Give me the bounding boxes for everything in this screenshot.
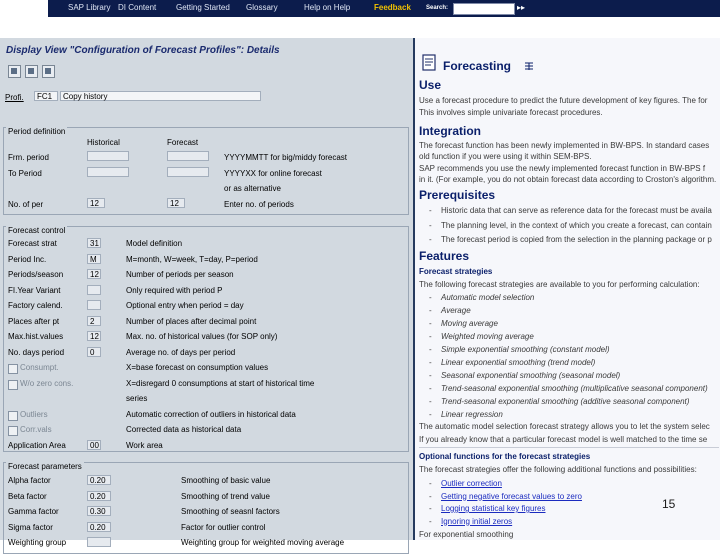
top-navigation-bar	[48, 0, 720, 17]
strategy-item: Moving average	[441, 319, 498, 328]
optional-functions-intro: The forecast strategies offer the following additional functions and possibilities:	[419, 465, 697, 474]
control-label: No. days period	[8, 347, 65, 357]
nav-link-getting-started[interactable]: Getting Started	[176, 3, 230, 12]
features-heading: Features	[419, 249, 470, 263]
features-text: The automatic model selection forecast strategy allows you to let the system selec	[419, 422, 710, 431]
control-field[interactable]: 12	[87, 269, 101, 279]
parameter-description: Smoothing of trend value	[181, 491, 270, 501]
bullet-dash: -	[429, 358, 432, 367]
control-label: Places after pt	[8, 316, 60, 326]
control-field[interactable]: 00	[87, 440, 101, 450]
profile-description-field[interactable]: Copy history	[60, 91, 261, 101]
alternative-hint: or as alternative	[224, 184, 281, 193]
control-label: Corr.vals	[20, 425, 52, 434]
parameter-description: Smoothing of basic value	[181, 476, 271, 485]
control-label: Forecast strat	[8, 239, 57, 248]
bullet-dash: -	[429, 306, 432, 315]
optional-function-link[interactable]: Ignoring initial zeros	[441, 516, 513, 526]
integration-text: old function if you were using it within SEM-BPS.	[419, 152, 592, 161]
bullet-dash: -	[429, 332, 432, 341]
forecast-strategies-subheading: Forecast strategies	[419, 267, 493, 276]
bullet-dash: -	[429, 345, 432, 354]
control-description: Average no. of days per period	[126, 347, 236, 357]
control-description: X=base forecast on consumption values	[126, 363, 269, 372]
control-field[interactable]: 0	[87, 347, 101, 357]
forecast-parameters-group	[3, 462, 409, 554]
control-description: Only required with period P	[126, 285, 223, 295]
toolbar-details-icon[interactable]	[42, 65, 55, 78]
control-description: Max. no. of historical values (for SOP only)	[126, 332, 278, 341]
control-label: Consumpt.	[20, 363, 59, 372]
slide-number: 15	[662, 497, 676, 511]
integration-text: SAP recommends you use the newly implemented forecast function in BW-BPS f	[419, 164, 706, 173]
control-field[interactable]: 2	[87, 316, 101, 326]
search-input[interactable]	[453, 3, 515, 15]
column-header-forecast: Forecast	[167, 138, 199, 147]
control-label: Periods/season	[8, 270, 64, 279]
control-field[interactable]	[87, 285, 101, 295]
bullet-dash: -	[429, 221, 432, 230]
bullet-dash: -	[429, 293, 432, 302]
strategy-item: Average	[441, 306, 471, 315]
from-period-forecast-field[interactable]	[167, 151, 209, 161]
parameter-label: Sigma factor	[8, 522, 53, 532]
help-page-title: Forecasting	[443, 59, 512, 73]
to-period-historical-field[interactable]	[87, 167, 129, 177]
help-documentation-panel	[415, 38, 720, 540]
parameter-field[interactable]: 0.20	[87, 522, 111, 532]
checkbox-8[interactable]	[8, 364, 18, 374]
group-title: Period definition	[8, 127, 66, 136]
control-description: Number of periods per season	[126, 270, 234, 279]
parameter-field[interactable]	[87, 537, 111, 547]
strategy-item: Automatic model selection	[441, 293, 535, 302]
control-field[interactable]	[87, 300, 101, 310]
periods-historical-field[interactable]: 12	[87, 198, 105, 208]
bullet-dash: -	[429, 479, 432, 488]
profile-label: Profi.	[5, 93, 24, 102]
prerequisite-item: The planning level, in the context of which you create a forecast, can contain	[441, 221, 712, 230]
control-label: Outliers	[20, 409, 48, 419]
integration-text: in it. (For example, you do not obtain forecast data according to Croston's algorithm.	[419, 175, 717, 184]
profile-id-field[interactable]: FC1	[34, 91, 58, 101]
from-period-hint: YYYYMMTT for big/middy forecast	[224, 153, 347, 162]
strategy-item: Weighted moving average	[441, 332, 534, 341]
parameter-field[interactable]: 0.30	[87, 506, 111, 516]
group-title: Forecast parameters	[8, 462, 82, 471]
strategy-item: Simple exponential smoothing (constant model)	[441, 345, 610, 354]
integration-heading: Integration	[419, 124, 481, 138]
control-description: Automatic correction of outliers in historical data	[126, 409, 296, 419]
control-description: Model definition	[126, 239, 183, 248]
control-label: W/o zero cons.	[20, 378, 74, 388]
strategies-intro: The following forecast strategies are available to you for performing calculation:	[419, 280, 700, 289]
nav-link-help-on-help[interactable]: Help on Help	[304, 3, 351, 12]
bullet-dash: -	[429, 371, 432, 380]
group-title: Forecast control	[8, 226, 66, 235]
parameter-label: Weighting group	[8, 538, 67, 547]
from-period-label: Frm. period	[8, 153, 49, 162]
parameter-field[interactable]: 0.20	[87, 491, 111, 501]
use-text: This involves simple univariate forecast procedures.	[419, 108, 603, 117]
screen-title: Display View "Configuration of Forecast Profiles": Details	[6, 45, 280, 56]
parameter-description: Factor for outlier control	[181, 522, 266, 532]
prerequisite-item: Historic data that can serve as reference data for the forecast must be availa	[441, 206, 712, 215]
bullet-dash: -	[429, 410, 432, 419]
bullet-dash: -	[429, 516, 432, 526]
control-label: Max.hist.values	[8, 332, 64, 341]
bullet-dash: -	[429, 397, 432, 406]
parameter-label: Beta factor	[8, 491, 47, 501]
nav-link-sap-library[interactable]: SAP Library	[68, 3, 111, 12]
section-divider	[419, 447, 719, 448]
parameter-field[interactable]: 0.20	[87, 475, 111, 485]
search-go-icon[interactable]: ▸▸	[516, 3, 526, 12]
checkbox-11[interactable]	[8, 411, 18, 421]
use-text: Use a forecast procedure to predict the future development of key figures. The for	[419, 96, 708, 105]
periods-forecast-field[interactable]: 12	[167, 198, 185, 208]
optional-functions-subheading: Optional functions for the forecast strategies	[419, 452, 591, 461]
to-period-forecast-field[interactable]	[167, 167, 209, 177]
control-label: Factory calend.	[8, 301, 63, 310]
period-definition-group	[3, 127, 409, 215]
toolbar-display-icon[interactable]	[8, 65, 21, 78]
bullet-dash: -	[429, 384, 432, 393]
features-text: If you already know that a particular forecast model is well matched to the time se	[419, 435, 708, 444]
nav-link-glossary[interactable]: Glossary	[246, 3, 278, 12]
nav-link-feedback[interactable]: Feedback	[374, 3, 411, 12]
control-description: Optional entry when period = day	[126, 301, 244, 310]
control-label: Application Area	[8, 440, 66, 450]
integration-text: The forecast function has been newly implemented in BW-BPS. In standard cases	[419, 141, 710, 150]
control-description: X=disregard 0 consumptions at start of historical time	[126, 378, 315, 388]
forecast-control-group	[3, 226, 409, 452]
checkbox-9[interactable]	[8, 380, 18, 390]
optional-function-link[interactable]: Logging statistical key figures	[441, 504, 546, 513]
to-period-label: To Period	[8, 169, 42, 178]
control-description: Corrected data as historical data	[126, 425, 242, 434]
control-label: FI.Year Variant	[8, 285, 61, 295]
strategy-item: Trend-seasonal exponential smoothing (multiplicative seasonal component)	[441, 384, 708, 393]
control-field[interactable]: M	[87, 254, 101, 264]
sap-configuration-panel	[0, 38, 415, 547]
parameter-description: Smoothing of seasnl factors	[181, 507, 280, 516]
prerequisite-item: The forecast period is copied from the selection in the planning package or p	[441, 235, 712, 244]
strategy-item: Trend-seasonal exponential smoothing (additive seasonal component)	[441, 397, 690, 406]
prerequisites-heading: Prerequisites	[419, 188, 496, 202]
bullet-dash: -	[429, 504, 432, 513]
control-description: M=month, W=week, T=day, P=period	[126, 254, 258, 264]
checkbox-12[interactable]	[8, 426, 18, 436]
nav-link-di-content[interactable]: DI Content	[118, 3, 157, 12]
number-of-periods-hint: Enter no. of periods	[224, 200, 294, 209]
optional-function-link[interactable]: Outlier correction	[441, 479, 502, 488]
bullet-dash: -	[429, 491, 432, 501]
from-period-historical-field[interactable]	[87, 151, 129, 161]
menu-icon[interactable]	[524, 61, 534, 71]
control-description: series	[126, 394, 148, 403]
parameter-description: Weighting group for weighted moving average	[181, 538, 345, 547]
strategy-item: Linear exponential smoothing (trend model)	[441, 358, 596, 367]
bullet-dash: -	[429, 206, 432, 215]
control-field[interactable]: 31	[87, 238, 101, 248]
bullet-dash: -	[429, 235, 432, 244]
strategy-item: Linear regression	[441, 410, 503, 419]
control-label: Period Inc.	[8, 254, 47, 264]
number-of-periods-label: No. of per	[8, 200, 44, 209]
strategy-item: Seasonal exponential smoothing (seasonal model)	[441, 371, 621, 380]
forecasting-document-icon	[421, 54, 439, 72]
control-description: Work area	[126, 440, 163, 450]
parameter-label: Alpha factor	[8, 476, 51, 485]
use-heading: Use	[419, 78, 442, 92]
parameter-label: Gamma factor	[8, 507, 59, 516]
search-label: Search:	[426, 5, 449, 11]
column-header-historical: Historical	[87, 138, 120, 147]
bullet-dash: -	[429, 319, 432, 328]
toolbar-change-icon[interactable]	[25, 65, 38, 78]
to-period-hint: YYYYXX for online forecast	[224, 169, 322, 178]
control-description: Number of places after decimal point	[126, 316, 257, 326]
optional-function-link[interactable]: Getting negative forecast values to zero	[441, 491, 582, 501]
control-field[interactable]: 12	[87, 331, 101, 341]
optional-functions-after: For exponential smoothing	[419, 530, 514, 539]
